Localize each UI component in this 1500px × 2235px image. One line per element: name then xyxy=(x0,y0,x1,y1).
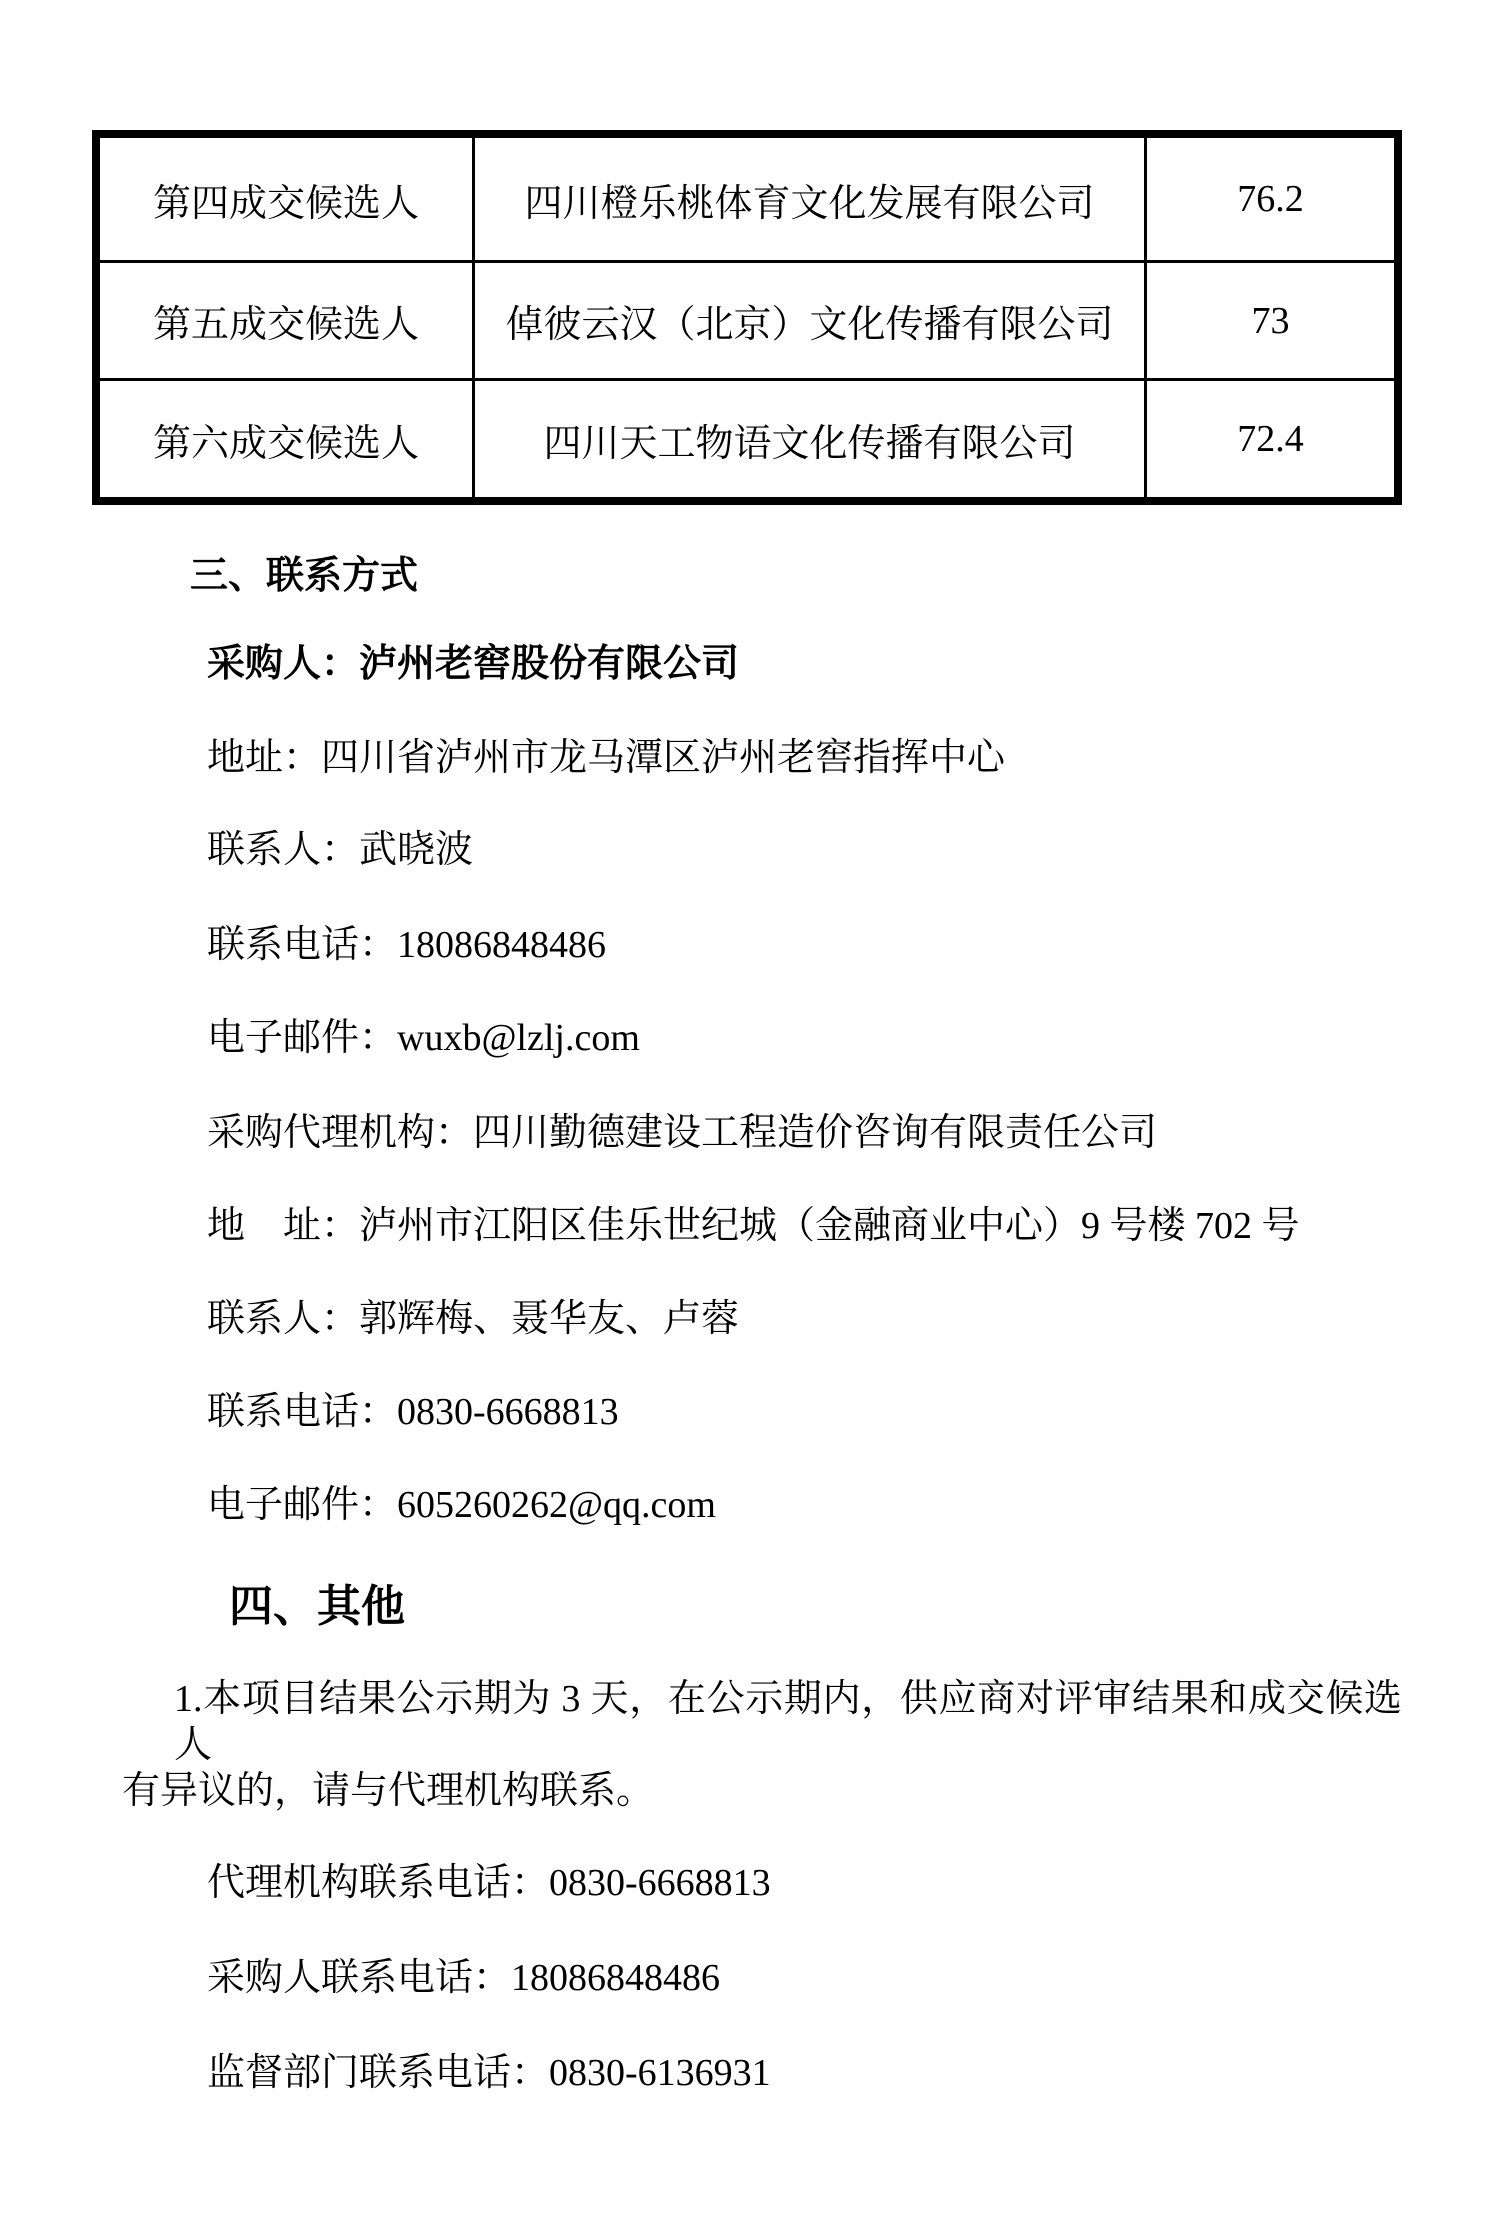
supervisor-phone-summary-line: 监督部门联系电话：0830-6136931 xyxy=(207,2052,771,2094)
agency-address-line: 地 址：泸州市江阳区佳乐世纪城（金融商业中心）9 号楼 702 号 xyxy=(207,1205,1300,1247)
table-cell-company: 倬彼云汉（北京）文化传播有限公司 xyxy=(475,263,1147,381)
notice-paragraph-line2: 有异议的，请与代理机构联系。 xyxy=(122,1770,655,1812)
notice-paragraph-line1: 1.本项目结果公示期为 3 天，在公示期内，供应商对评审结果和成交候选人 xyxy=(174,1678,1402,1766)
table-cell-company: 四川橙乐桃体育文化发展有限公司 xyxy=(475,138,1147,263)
purchaser-address-line: 地址：四川省泸州市龙马潭区泸州老窖指挥中心 xyxy=(207,737,1006,779)
table-cell-score: 73 xyxy=(1147,263,1394,381)
table-cell-rank: 第四成交候选人 xyxy=(100,138,475,263)
purchaser-phone-line: 联系电话：18086848486 xyxy=(207,924,607,966)
purchaser-email-line: 电子邮件：wuxb@lzlj.com xyxy=(207,1017,640,1059)
agency-email-line: 电子邮件：605260262@qq.com xyxy=(207,1484,716,1526)
agency-name-line: 采购代理机构：四川勤德建设工程造价咨询有限责任公司 xyxy=(207,1112,1158,1154)
agency-phone-line: 联系电话：0830-6668813 xyxy=(207,1391,619,1433)
section-heading-other: 四、其他 xyxy=(229,1582,405,1631)
candidates-table xyxy=(92,130,1402,505)
table-cell-score: 72.4 xyxy=(1237,418,1304,460)
table-cell-score: 76.2 xyxy=(1147,138,1394,263)
purchaser-contact-line: 联系人：武晓波 xyxy=(207,829,474,871)
table-cell-company: 四川天工物语文化传播有限公司 xyxy=(475,381,1147,497)
section-heading-contact: 三、联系方式 xyxy=(190,555,419,597)
agency-phone-summary-line: 代理机构联系电话：0830-6668813 xyxy=(207,1862,771,1904)
agency-contact-line: 联系人：郭辉梅、聂华友、卢蓉 xyxy=(207,1298,740,1340)
purchaser-phone-summary-line: 采购人联系电话：18086848486 xyxy=(207,1957,721,1999)
table-cell-rank: 第六成交候选人 xyxy=(100,381,475,497)
purchaser-line: 采购人：泸州老窖股份有限公司 xyxy=(207,643,740,685)
table-cell-rank: 第五成交候选人 xyxy=(100,263,475,381)
